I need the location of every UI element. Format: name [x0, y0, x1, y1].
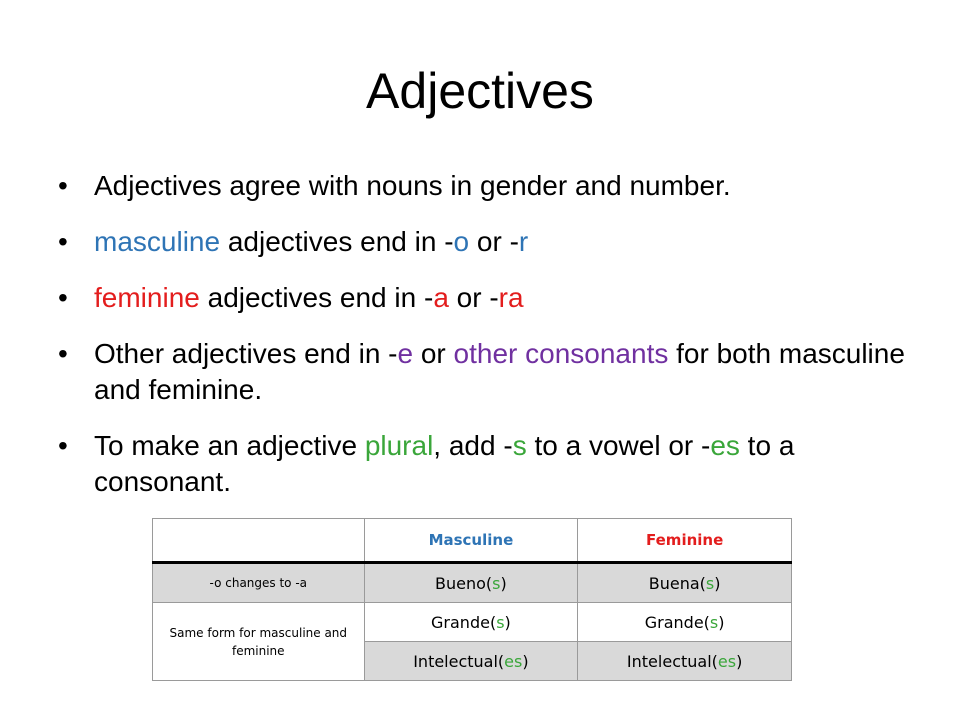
masculine-cell	[364, 642, 578, 681]
highlight-text: s	[492, 573, 501, 593]
highlight-text: e	[397, 338, 414, 369]
masculine-cell	[364, 603, 578, 642]
text-segment: )	[504, 612, 511, 632]
text-segment: or -	[448, 282, 499, 313]
text-segment: )	[500, 573, 507, 593]
table-row	[153, 603, 792, 642]
text-segment: To make an adjective	[94, 430, 365, 461]
table-header-row	[153, 519, 792, 563]
highlight-text: s	[512, 430, 527, 461]
text-segment: Grande(	[431, 612, 497, 632]
row-label: Same form for masculine and feminine	[153, 603, 365, 681]
row-label: -o changes to -a	[153, 563, 365, 603]
text-segment: , add -	[433, 430, 513, 461]
bullet-dot: •	[58, 226, 68, 257]
text-segment: to a consonant.	[94, 430, 795, 497]
highlight-text: s	[496, 612, 505, 632]
text-segment: for both masculine and feminine.	[94, 338, 905, 405]
text-segment: or	[413, 338, 454, 369]
highlight-text: other consonants	[453, 338, 669, 369]
highlight-text: s	[705, 573, 715, 593]
highlight-text: ra	[498, 282, 524, 313]
text-segment: )	[718, 612, 725, 632]
text-segment: Intelectual(	[626, 651, 718, 671]
bullet-dot: •	[58, 282, 68, 313]
text-segment: Adjectives agree with nouns in gender and number.	[94, 170, 731, 201]
bullet-dot: •	[58, 338, 68, 369]
bullet-item	[58, 336, 918, 408]
highlight-text: feminine	[94, 282, 200, 313]
slide-title: Adjectives	[366, 63, 594, 119]
highlight-text: es	[504, 651, 523, 671]
text-segment: Other adjectives end in -	[94, 338, 398, 369]
highlight-text: plural	[364, 430, 434, 461]
text-segment: or -	[469, 226, 519, 257]
text-segment: )	[736, 651, 743, 671]
bullet-item	[58, 428, 918, 500]
bullet-text	[94, 338, 905, 405]
header-cell-masculine: Masculine	[364, 519, 578, 563]
highlight-text: es	[710, 430, 740, 461]
highlight-text: es	[717, 651, 737, 671]
highlight-text: r	[518, 226, 529, 257]
highlight-text: masculine	[94, 226, 221, 257]
text-segment: to a vowel or -	[526, 430, 711, 461]
bullet-text	[94, 170, 731, 201]
bullet-item	[58, 224, 918, 260]
text-segment: Grande(	[644, 612, 710, 632]
text-segment: Buena(	[648, 573, 706, 593]
feminine-cell	[578, 603, 792, 642]
bullet-item	[58, 280, 918, 316]
feminine-cell	[578, 642, 792, 681]
bullet-item	[58, 168, 918, 204]
highlight-text: a	[433, 282, 449, 313]
highlight-text: o	[453, 226, 470, 257]
bullet-text	[94, 282, 524, 313]
bullet-text	[94, 430, 794, 497]
feminine-cell	[578, 563, 792, 603]
adjective-forms-table	[152, 518, 792, 681]
bullet-dot: •	[58, 430, 68, 461]
header-cell-feminine: Feminine	[578, 519, 792, 563]
text-segment: Bueno(	[435, 573, 493, 593]
table-row	[153, 563, 792, 603]
masculine-cell	[364, 563, 578, 603]
text-segment: )	[714, 573, 721, 593]
text-segment: adjectives end in -	[220, 226, 454, 257]
bullet-list	[58, 168, 918, 520]
text-segment: )	[522, 651, 529, 671]
bullet-text	[94, 226, 528, 257]
header-cell-empty	[153, 519, 365, 563]
text-segment: Intelectual(	[413, 651, 505, 671]
bullet-dot: •	[58, 170, 68, 201]
highlight-text: s	[709, 612, 719, 632]
text-segment: adjectives end in -	[199, 282, 434, 313]
